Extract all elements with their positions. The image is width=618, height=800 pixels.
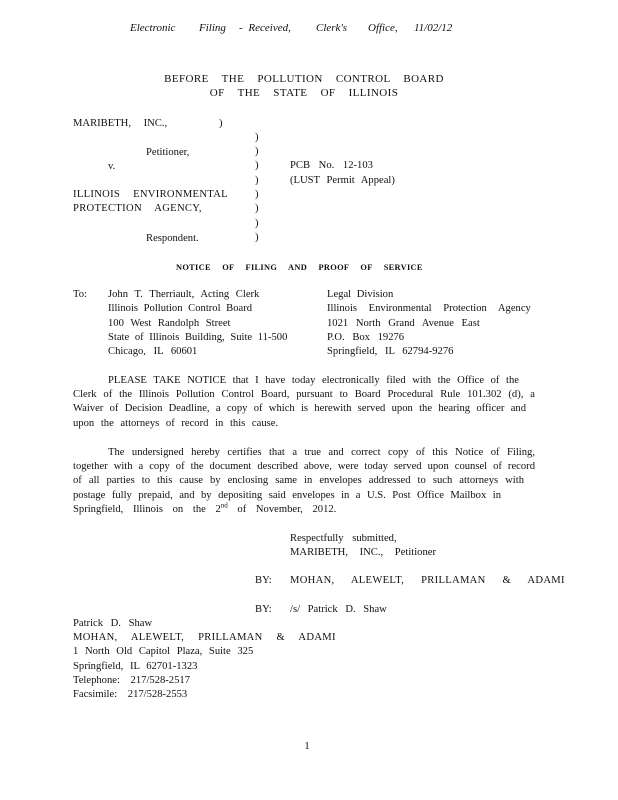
date-text-after: of November, 2012. [227, 504, 337, 515]
paragraph-line: Waiver of Decision Deadline, a copy of which is herewith served upon the hearing officer and [73, 403, 526, 414]
attorney-name: Patrick D. Shaw [73, 618, 153, 629]
address-line: Legal Division [327, 289, 394, 300]
paragraph-line: of all parties to this cause by enclosing same in envelopes addressed to such attorneys with [73, 475, 524, 486]
court-heading-line2: OF THE STATE OF ILLINOIS [209, 87, 399, 99]
address-line: 100 West Randolph Street [108, 318, 231, 329]
paragraph-line: together with a copy of the document described above, were today served upon counsel of record [73, 461, 535, 472]
address-line: John T. Therriault, Acting Clerk [108, 289, 260, 300]
caption-bracket: ) [255, 232, 259, 243]
date-text-before: Springfield, Illinois on the 2 [73, 504, 221, 515]
petitioner-role: Petitioner, [146, 147, 190, 158]
to-label: To: [73, 289, 87, 300]
closing-firm: MARIBETH, INC., Petitioner [290, 547, 436, 558]
stamp-received: - Received, [239, 22, 291, 34]
caption-bracket: ) [255, 160, 259, 171]
caption-bracket: ) [255, 203, 259, 214]
attorney-city: Springfield, IL 62701-1323 [73, 661, 198, 672]
respondent-line2: PROTECTION AGENCY, [73, 203, 202, 214]
case-type: (LUST Permit Appeal) [290, 175, 395, 186]
paragraph-line: Clerk of the Illinois Pollution Control Board, pursuant to Board Procedural Rule 101.302 (d), a [73, 389, 535, 400]
caption-bracket: ) [255, 132, 259, 143]
attorney-address: 1 North Old Capitol Plaza, Suite 325 [73, 646, 254, 657]
address-line: Springfield, IL 62794-9276 [327, 346, 454, 357]
paragraph-line: postage fully prepaid, and by depositing said envelopes in a U.S. Post Office Mailbox in [73, 490, 501, 501]
caption-bracket-top: ) [219, 118, 223, 129]
address-line: Illinois Pollution Control Board [108, 303, 253, 314]
caption-bracket: ) [255, 218, 259, 229]
closing-line: Respectfully submitted, [290, 533, 397, 544]
paragraph-line: PLEASE TAKE NOTICE that I have today electronically filed with the Office of the [108, 375, 519, 386]
attorney-firm: MOHAN, ALEWELT, PRILLAMAN & ADAMI [73, 632, 336, 643]
by-label: BY: [255, 575, 272, 586]
address-line: 1021 North Grand Avenue East [327, 318, 480, 329]
petitioner-name: MARIBETH, INC., [73, 118, 168, 129]
caption-bracket: ) [255, 189, 259, 200]
paragraph-line: The undersigned hereby certifies that a true and correct copy of this Notice of Filing, [108, 447, 535, 458]
attorney-facsimile: Facsimile: 217/528-2553 [73, 689, 188, 700]
page-number: 1 [304, 741, 310, 752]
respondent-line1: ILLINOIS ENVIRONMENTAL [73, 189, 228, 200]
respondent-role: Respondent. [146, 233, 199, 244]
notice-title: NOTICE OF FILING AND PROOF OF SERVICE [176, 263, 423, 272]
address-line: Illinois Environmental Protection Agency [327, 303, 531, 314]
versus-label: v. [108, 161, 116, 172]
by-label: BY: [255, 604, 272, 615]
attorney-telephone: Telephone: 217/528-2517 [73, 675, 190, 686]
electronic-signature: /s/ Patrick D. Shaw [290, 604, 387, 615]
stamp-electronic: Electronic [130, 22, 176, 34]
caption-bracket: ) [255, 146, 259, 157]
caption-bracket: ) [255, 175, 259, 186]
by-firm: MOHAN, ALEWELT, PRILLAMAN & ADAMI [290, 575, 565, 586]
stamp-clerks: Clerk's [316, 22, 348, 34]
address-line: State of Illinois Building, Suite 11-500 [108, 332, 288, 343]
address-line: P.O. Box 19276 [327, 332, 405, 343]
case-number: PCB No. 12-103 [290, 160, 373, 171]
stamp-office: Office, [368, 22, 398, 34]
paragraph-line-last [73, 503, 336, 516]
stamp-filing: Filing [199, 22, 226, 34]
stamp-date: 11/02/12 [414, 22, 453, 34]
address-line: Chicago, IL 60601 [108, 346, 198, 357]
paragraph-line: upon the attorneys of record in this cause. [73, 418, 279, 429]
date-ordinal-suffix: nd [220, 501, 228, 510]
court-heading-line1: BEFORE THE POLLUTION CONTROL BOARD [164, 73, 444, 85]
